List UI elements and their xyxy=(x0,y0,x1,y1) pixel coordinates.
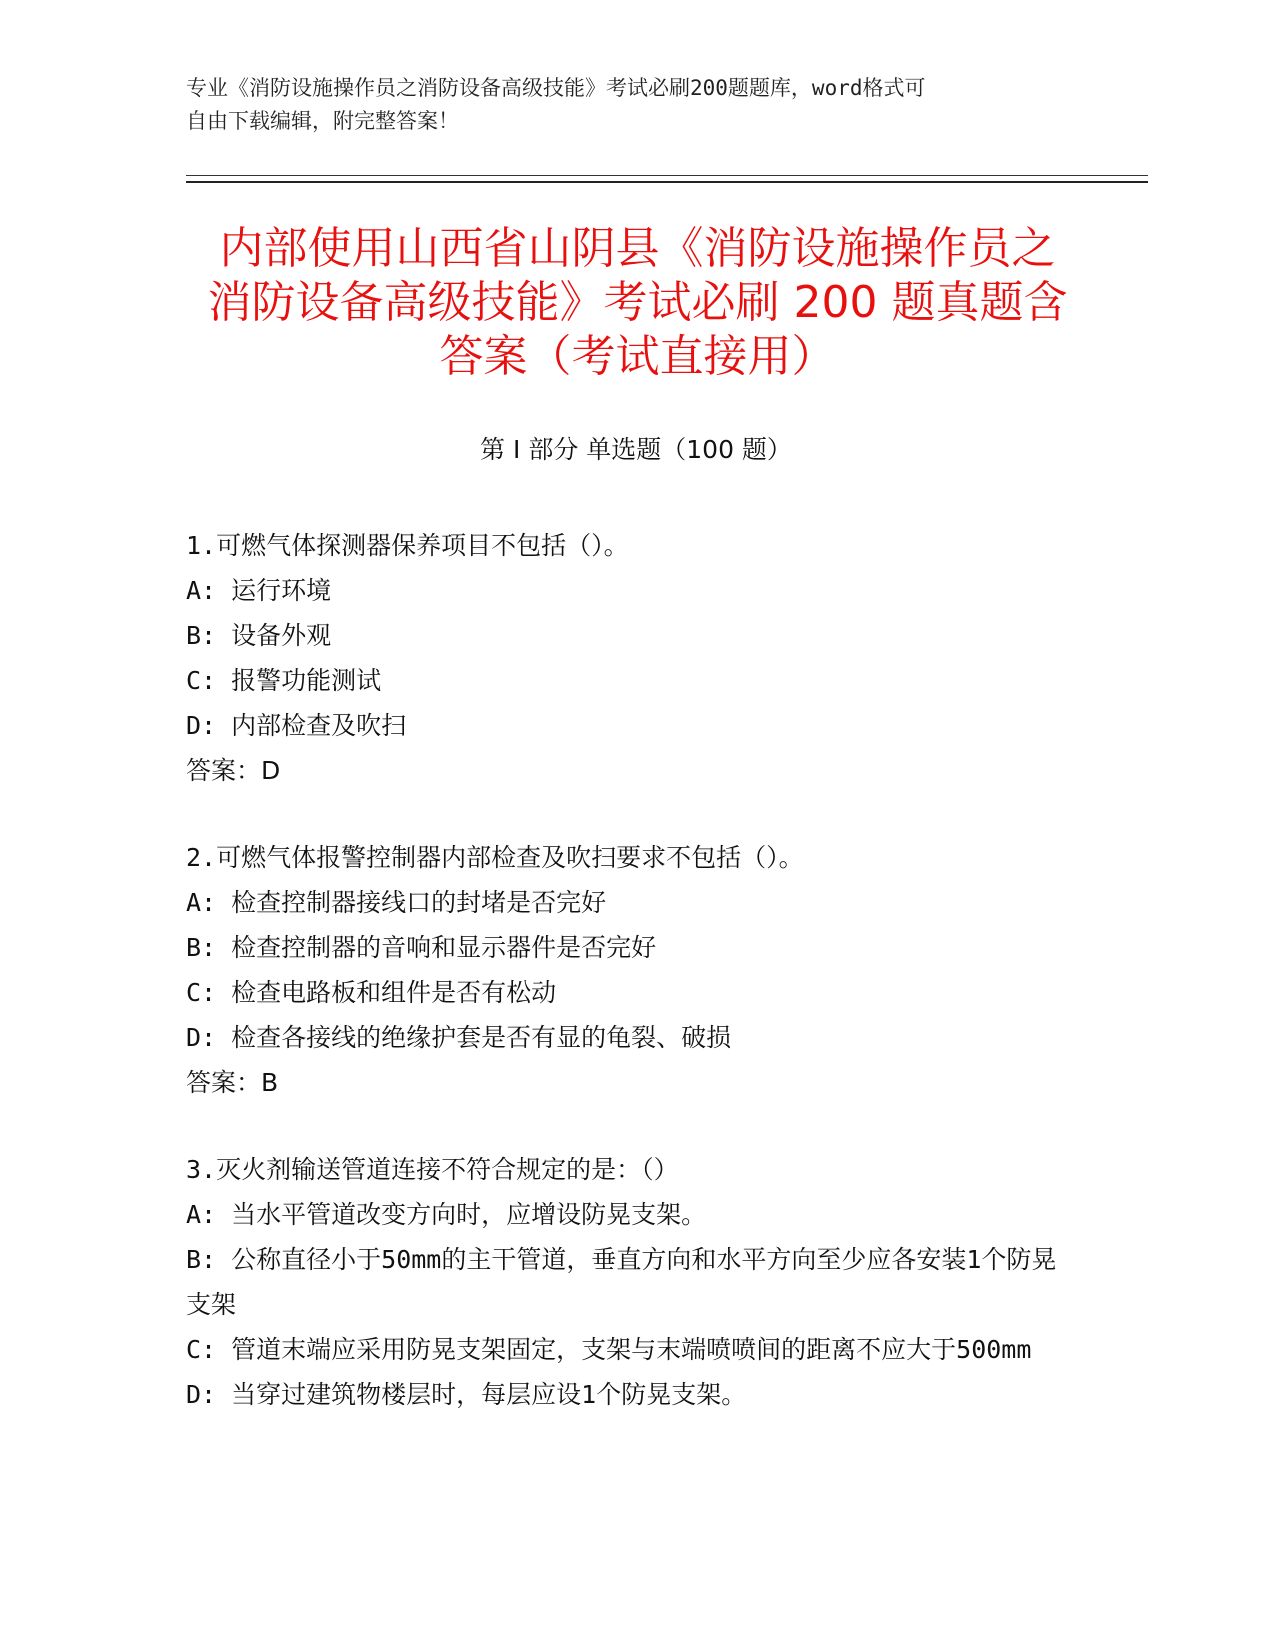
question-item xyxy=(186,1147,1066,1417)
answer-line: 答案：B xyxy=(186,1068,279,1097)
title-line: 内部使用山西省山阴县《消防设施操作员之 xyxy=(219,223,1056,274)
question-item xyxy=(186,523,1066,793)
answer-line: 答案：D xyxy=(186,756,281,785)
question-list xyxy=(186,523,1066,1459)
section-heading: 第 I 部分 单选题（100 题） xyxy=(480,435,792,464)
option-c: C: 报警功能测试 xyxy=(186,666,382,695)
option-b: B: 设备外观 xyxy=(186,621,332,650)
option-d: D: 内部检查及吹扫 xyxy=(186,711,407,740)
option-a: A: 当水平管道改变方向时，应增设防晃支架。 xyxy=(186,1200,707,1229)
title-line: 答案（考试直接用） xyxy=(439,331,836,382)
header-note-line: 自由下载编辑，附完整答案！ xyxy=(186,109,459,133)
question-stem: 2.可燃气体报警控制器内部检查及吹扫要求不包括（）。 xyxy=(186,843,804,872)
option-b: B: 公称直径小于50mm的主干管道，垂直方向和水平方向至少应各安装1个防晃支架 xyxy=(186,1245,1057,1319)
header-note-line: 专业《消防设施操作员之消防设备高级技能》考试必刷200题题库，word格式可 xyxy=(186,76,926,100)
option-c: C: 管道末端应采用防晃支架固定，支架与末端喷喷间的距离不应大于500mm xyxy=(186,1335,1032,1364)
option-b: B: 检查控制器的音响和显示器件是否完好 xyxy=(186,933,657,962)
header-divider-thin xyxy=(186,175,1148,176)
option-d: D: 当穿过建筑物楼层时，每层应设1个防晃支架。 xyxy=(186,1380,747,1409)
header-note xyxy=(186,72,1086,138)
option-d: D: 检查各接线的绝缘护套是否有显的龟裂、破损 xyxy=(186,1023,732,1052)
header-divider-thick xyxy=(186,181,1148,183)
question-stem: 1.可燃气体探测器保养项目不包括（）。 xyxy=(186,531,629,560)
option-c: C: 检查电路板和组件是否有松动 xyxy=(186,978,557,1007)
question-item xyxy=(186,835,1066,1105)
title-line: 消防设备高级技能》考试必刷 200 题真题含 xyxy=(207,277,1068,328)
document-title xyxy=(160,222,1115,384)
option-a: A: 检查控制器接线口的封堵是否完好 xyxy=(186,888,607,917)
question-stem: 3.灭火剂输送管道连接不符合规定的是：（） xyxy=(186,1155,679,1184)
option-a: A: 运行环境 xyxy=(186,576,332,605)
